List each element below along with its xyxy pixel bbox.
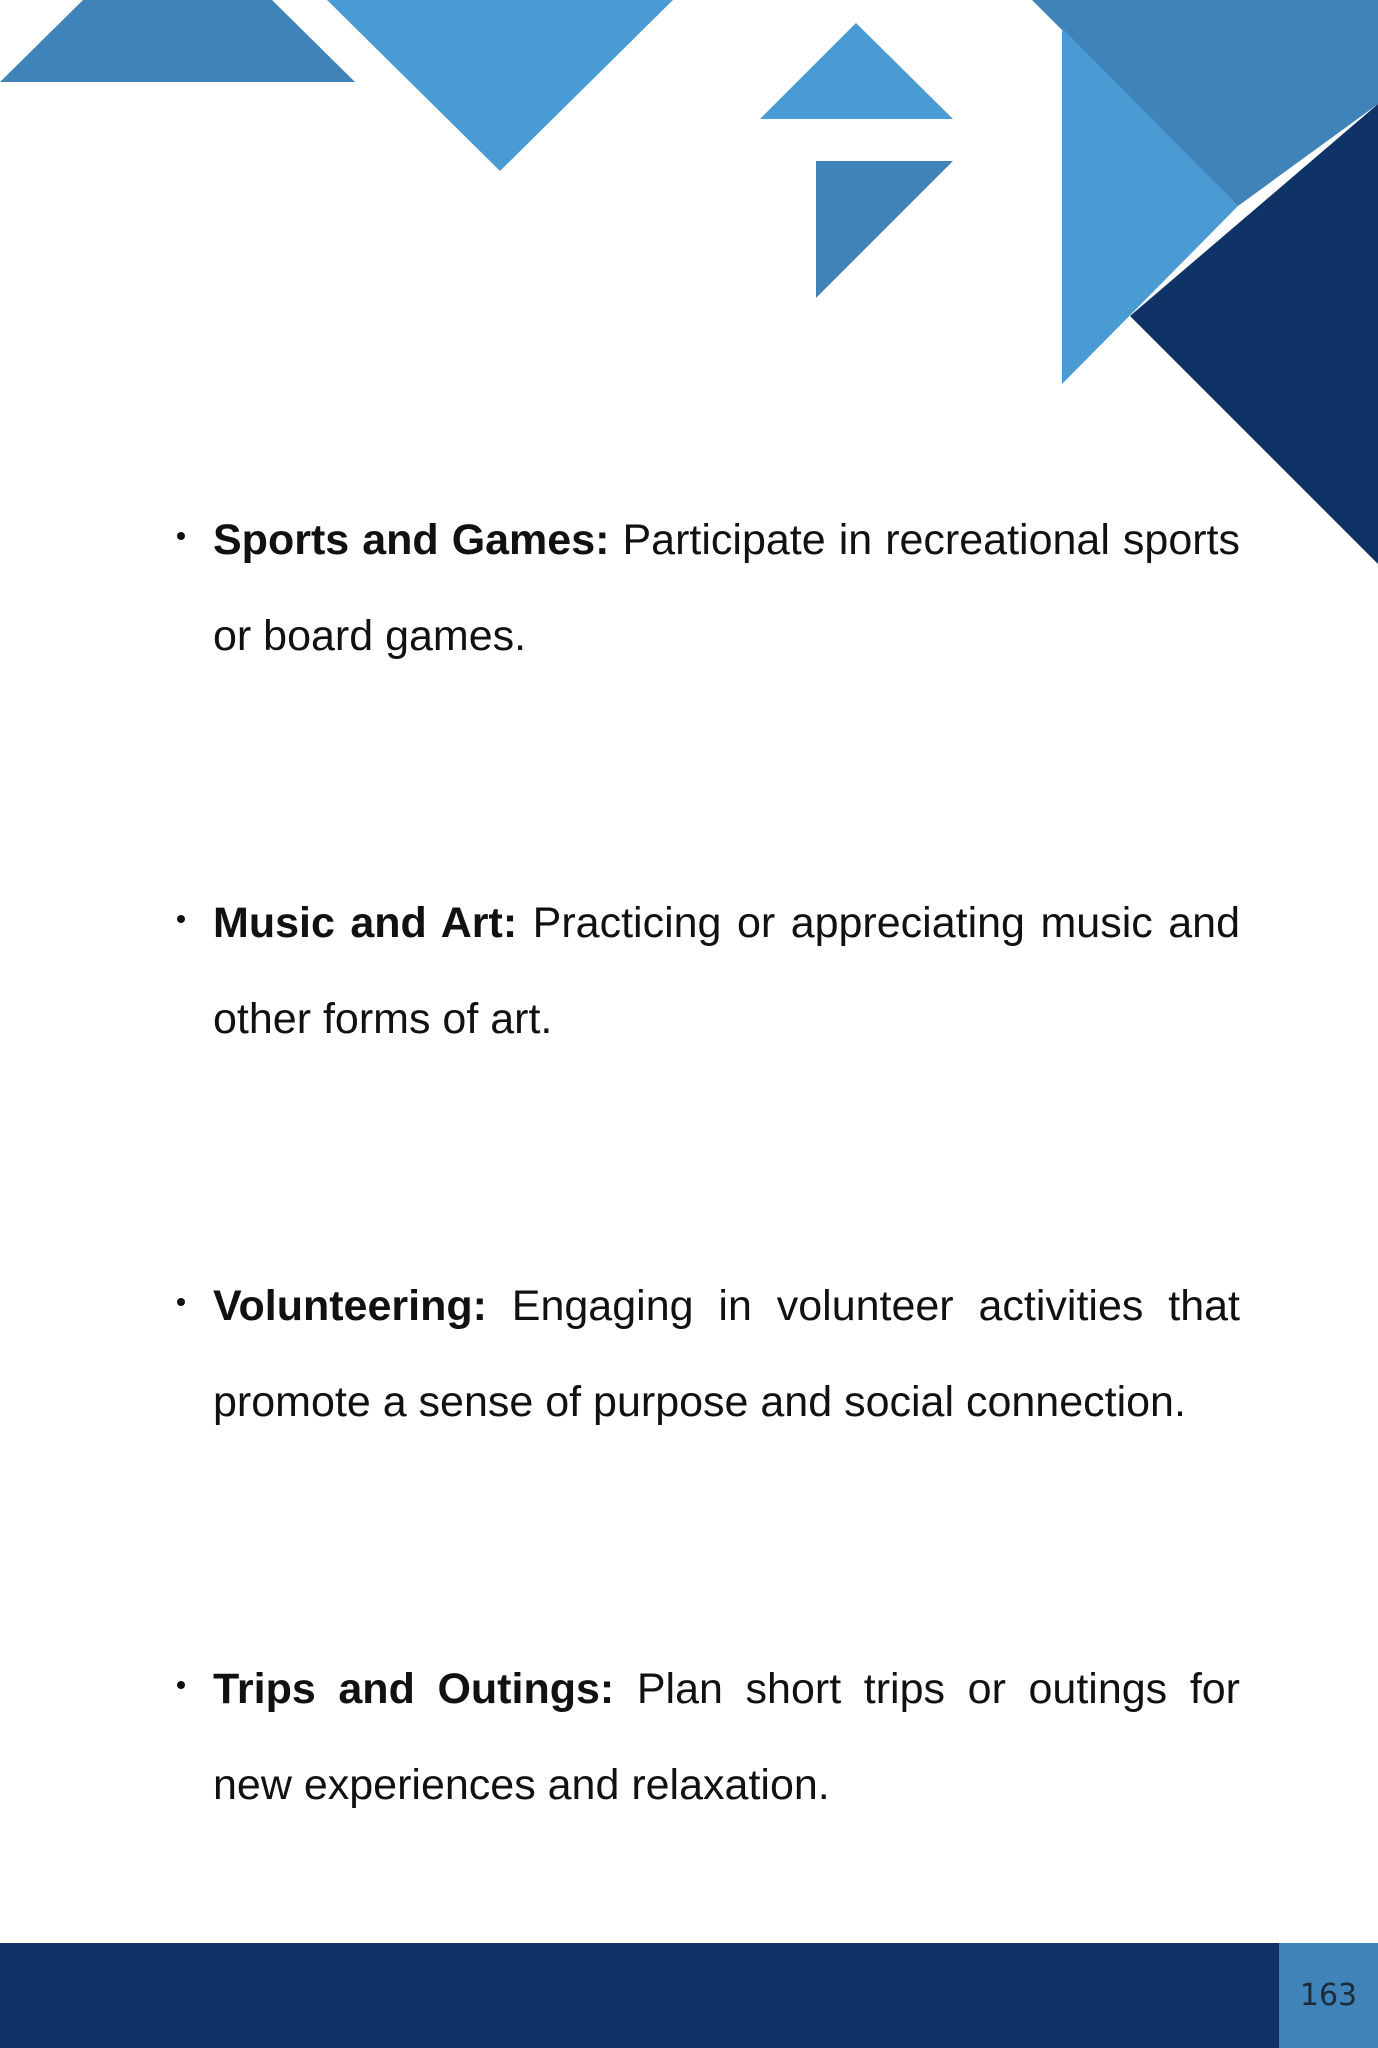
footer-bar [0,1943,1378,2048]
item-term: Sports and Games: [213,516,610,564]
item-term: Music and Art: [213,899,518,947]
list-item [165,875,1240,1067]
item-text: Practicing or appreciating music and other forms of art. [213,899,1240,1043]
decor-triangle-small-down [816,161,953,298]
item-term: Volunteering: [213,1282,487,1330]
decor-triangle-inverted [327,0,673,171]
bullet-list [165,492,1240,1833]
list-item [165,492,1240,684]
item-text: Participate in recreational sports or board games. [213,516,1241,660]
decor-triangle-top-left [0,0,355,82]
main-content [165,492,1240,2024]
bullet-icon [177,915,185,923]
bullet-icon [177,532,185,540]
item-text: Engaging in volunteer activities that promote a sense of purpose and social connection. [213,1282,1240,1426]
bullet-icon [177,1298,185,1306]
bullet-icon [177,1681,185,1689]
list-item [165,1641,1240,1833]
decor-triangle-small-up [760,23,953,119]
item-term: Trips and Outings: [213,1665,615,1713]
list-item [165,1258,1240,1450]
item-text: Plan short trips or outings for new experiences and relaxation. [213,1665,1240,1809]
page-number: 163 [1279,1943,1378,2048]
